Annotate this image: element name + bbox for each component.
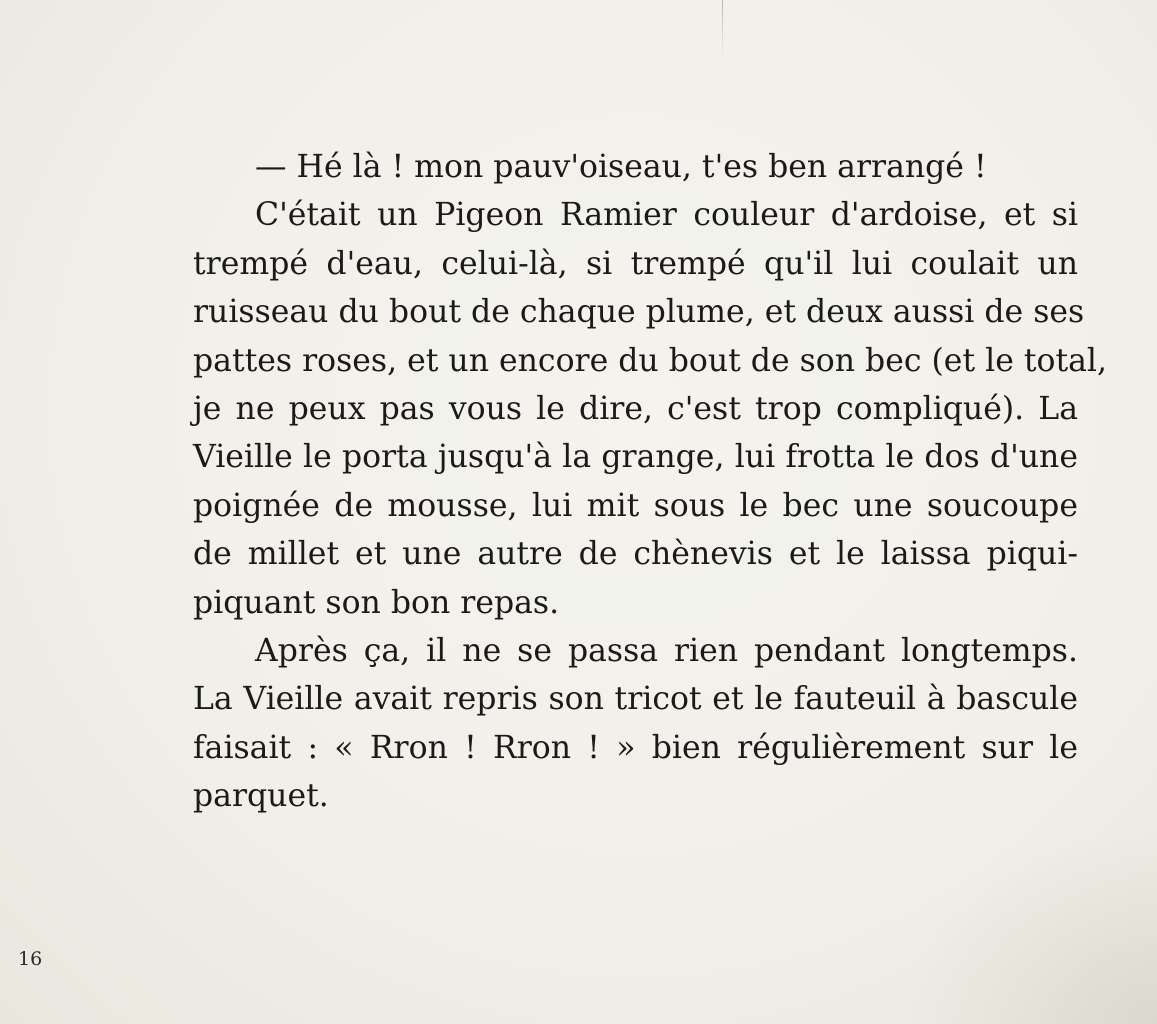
page-number: 16 xyxy=(18,948,43,970)
text-line: trempé d'eau, celui-là, si trempé qu'il lui coulait un xyxy=(193,245,1078,282)
text-line: — Hé là ! mon pauv'oiseau, t'es ben arrangé ! xyxy=(255,149,987,185)
text-line: pattes roses, et un encore du bout de son bec (et le total, xyxy=(193,342,1107,379)
page-shadow xyxy=(897,824,1157,1024)
text-line: piquant son bon repas. xyxy=(193,584,560,621)
text-line: je ne peux pas vous le dire, c'est trop compliqué). La xyxy=(193,390,1078,427)
paper-crease xyxy=(722,0,723,60)
text-line: Vieille le porta jusqu'à la grange, lui frotta le dos d'une xyxy=(193,439,1078,476)
text-line: La Vieille avait repris son tricot et le fauteuil à bascule xyxy=(193,681,1078,718)
text-line: parquet. xyxy=(193,778,329,815)
text-line: C'était un Pigeon Ramier couleur d'ardoise, et si xyxy=(255,197,1078,234)
text-line: Après ça, il ne se passa rien pendant longtemps. xyxy=(255,632,1078,669)
text-line: de millet et une autre de chènevis et le laissa piqui- xyxy=(193,536,1078,573)
body-text xyxy=(193,143,1107,820)
text-line: poignée de mousse, lui mit sous le bec une soucoupe xyxy=(193,487,1078,524)
text-line: faisait : « Rron ! Rron ! » bien régulièrement sur le xyxy=(193,729,1078,766)
text-line: ruisseau du bout de chaque plume, et deux aussi de ses xyxy=(193,294,1085,331)
